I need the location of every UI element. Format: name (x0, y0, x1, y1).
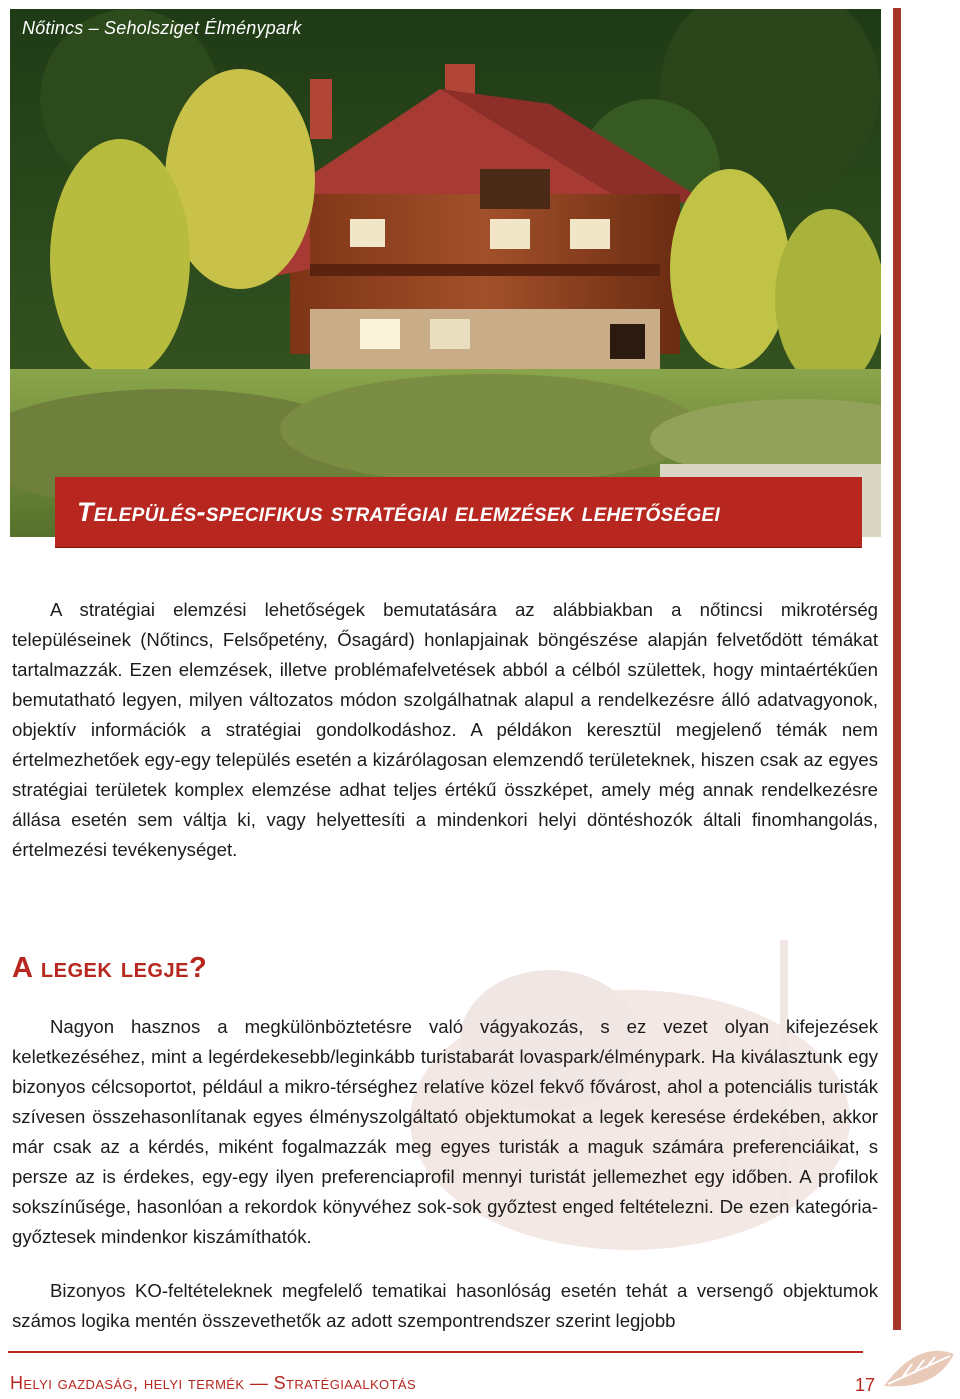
section-banner (55, 477, 862, 547)
footer-title: Helyi gazdaság, helyi termék — Stratégiaalkotás (10, 1373, 417, 1393)
leaf-logo-icon (878, 1346, 958, 1396)
header-photo (10, 9, 881, 537)
banner-title: Település-specifikus stratégiai elemzések lehetőségei (77, 497, 721, 527)
intro-paragraph: A stratégiai elemzési lehetőségek bemutatására az alábbiakban a nőtincsi mikrotérség településeinek (Nőtincs, Felsőpetény, Ősagárd) honlapjainak böngészése alapján felvetődött témákat tartalmazzák. Ezen elemzések, illetve problémafelvetések abból a célból születtek, hogy mintaértékűen bemutatható legyen, milyen változatos módon szolgálhatnak alapul a rendelkezésre álló adatvagyonok, objektív információk a stratégiai gondolkodáshoz. A példákon keresztül megjelenő témák nem értelmezhetőek egy-egy település esetén a kizárólagosan elemzendő területeknek, hiszen csak az egyes stratégiai területek komplex elemzése adhat teljes értékű összképet, amely még annak rendelkezésre állása esetén sem váltja ki, vagy helyettesíti a mindenkori helyi döntéshozók általi finomhangolás, értelmezési tevékenységet. (12, 599, 878, 860)
right-margin-rule (893, 8, 901, 1330)
page-number: 17 (855, 1375, 876, 1395)
section-paragraph-1: Nagyon hasznos a megkülönböztetésre való vágyakozás, s ez vezet olyan kifejezések keletkezéséhez, mint a legérdekesebb/leginkább turistabarát lovaspark/élménypark. Ha kiválasztunk egy bizonyos célcsoportot, például a mikro-térséghez relatíve közel fekvő fővárost, ahol a potenciális turisták szívesen összehasonlítanak egyes élményszolgáltató objektumokat a legek keresése érdekében, akkor már csak az a kérdés, miként fogalmazzák meg egyes turisták a maguk számára preferenciáikat, s persze az is érdekes, egy-egy ilyen preferenciaprofil mennyi turistát jellemezhet egy időben. A profilok sokszínűsége, hasonlóan a rekordok könyvéhez sok-sok győztest enged feltételezni. De ezen kategória-győztesek mindenkor kiszámíthatók. (12, 1016, 878, 1247)
footer-rule (8, 1351, 863, 1353)
section-paragraph-2: Bizonyos KO-feltételeknek megfelelő tematikai hasonlóság esetén tehát a versengő objektumok számos logika mentén összevethetők az adott szempontrendszer szerint legjobb (12, 1280, 878, 1331)
section-heading: A legek legje? (12, 952, 208, 984)
photo-caption: Nőtincs – Seholsziget Élménypark (22, 18, 302, 38)
